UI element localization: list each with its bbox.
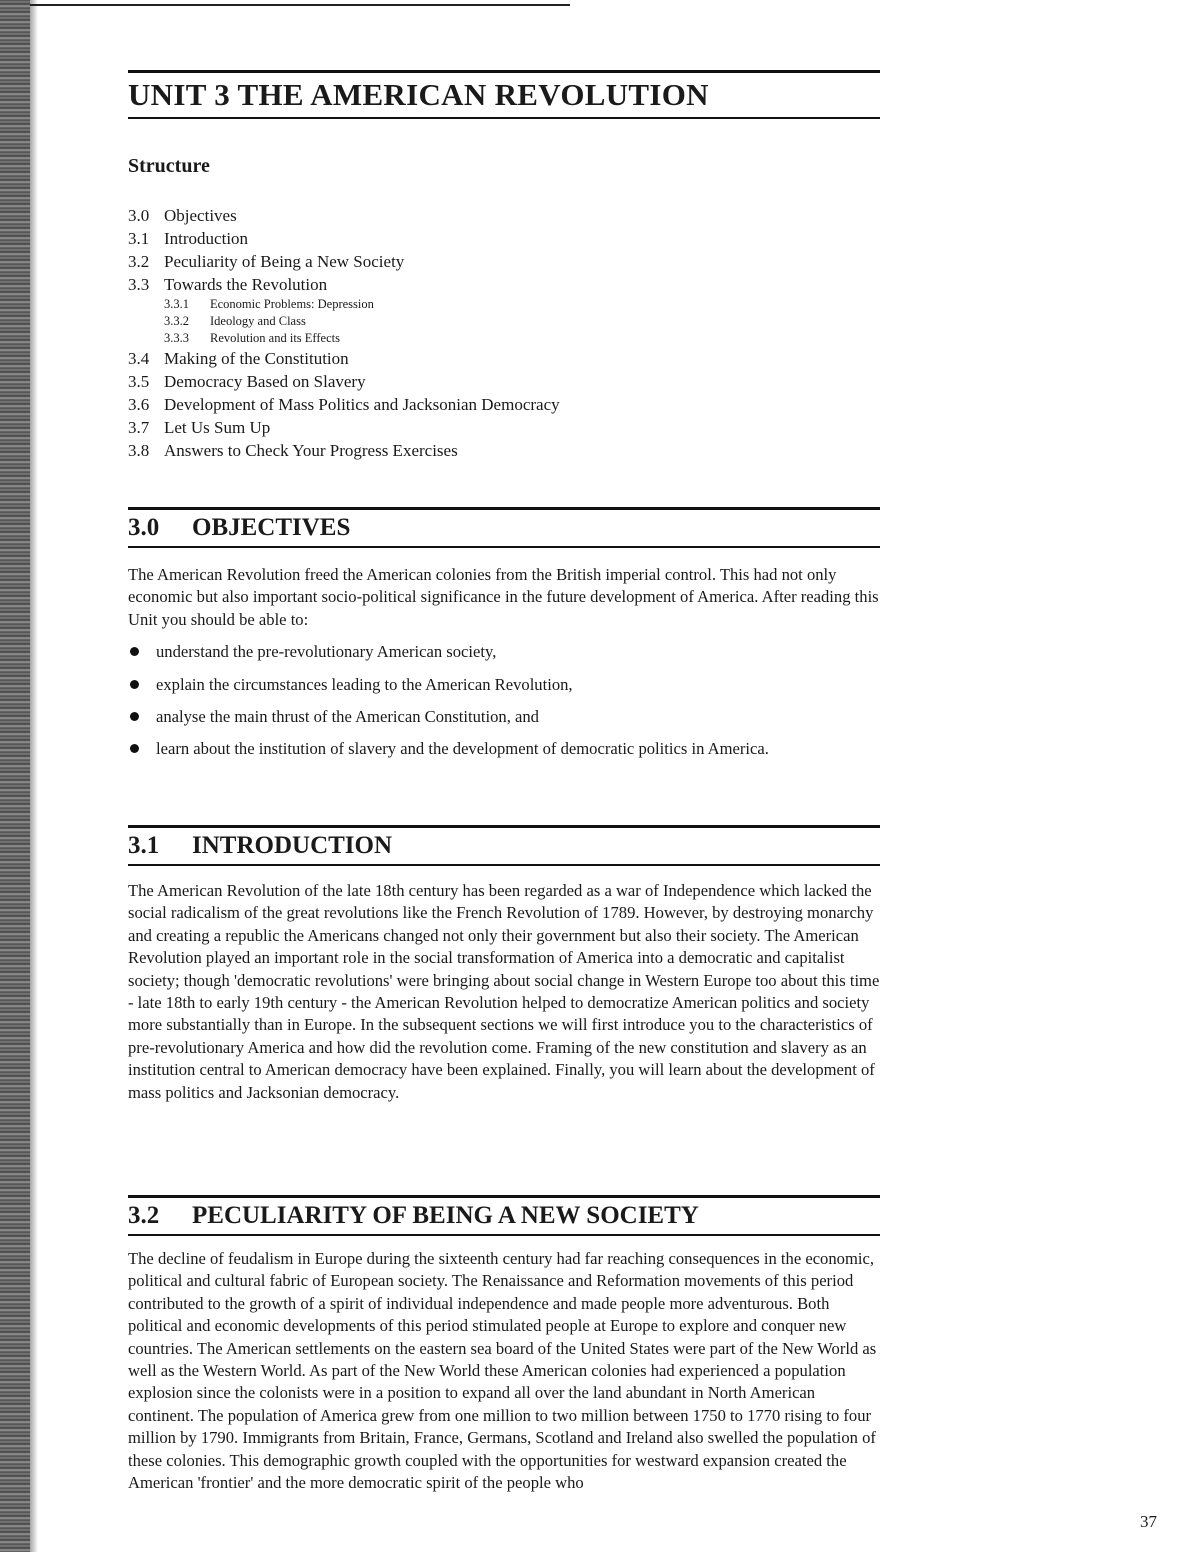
toc-item [128, 347, 560, 370]
toc-item-number: 3.0 [128, 206, 150, 225]
section-bottom-rule [128, 864, 880, 866]
toc-item-number: 3.4 [128, 349, 150, 368]
section-heading [128, 828, 880, 864]
section-number: 3.1 [128, 832, 160, 859]
toc-item-label: Answers to Check Your Progress Exercises [164, 441, 458, 460]
objective-item [128, 641, 880, 663]
toc-subitem [128, 313, 560, 330]
objective-text: analyse the main thrust of the American Constitution, and [156, 707, 539, 727]
toc-subitem [128, 296, 560, 313]
section-heading [128, 510, 880, 546]
toc-item-number: 3.1 [128, 229, 150, 248]
toc-subitem-number: 3.3.1 [164, 297, 189, 311]
section-number: 3.0 [128, 514, 160, 541]
objective-item [128, 738, 880, 760]
toc-item-number: 3.5 [128, 372, 150, 391]
toc-subitem-label: Revolution and its Effects [210, 331, 340, 345]
section-introduction [128, 825, 880, 1104]
toc-item-number: 3.6 [128, 395, 150, 414]
section-number: 3.2 [128, 1202, 160, 1229]
objective-item [128, 674, 880, 696]
section-bottom-rule [128, 546, 880, 548]
objectives-intro: The American Revolution freed the American colonies from the British imperial control. This had not only economic but also important socio-political significance in the future development of America. After reading this Unit you should be able to: [128, 565, 879, 629]
toc-item-number: 3.3 [128, 275, 150, 294]
toc-subitem-label: Economic Problems: Depression [210, 297, 374, 311]
section-heading [128, 1198, 880, 1234]
toc-item-label: Peculiarity of Being a New Society [164, 252, 405, 271]
section-title: OBJECTIVES [192, 514, 351, 541]
section-title: INTRODUCTION [192, 832, 393, 859]
unit-title: UNIT 3 THE AMERICAN REVOLUTION [128, 77, 709, 112]
toc-item-label: Let Us Sum Up [164, 418, 271, 437]
toc-item-label: Towards the Revolution [164, 275, 328, 294]
objective-text: learn about the institution of slavery and the development of democratic politics in America. [156, 739, 769, 759]
section-peculiarity [128, 1195, 880, 1494]
objective-item [128, 706, 880, 728]
toc-item [128, 273, 560, 296]
peculiarity-text: The decline of feudalism in Europe during the sixteenth century had far reaching consequences in the economic, political and cultural fabric of European society. The Renaissance and Reformation movements of this period contributed to the growth of a spirit of individual independence and made people more adventurous. Both political and economic developments of this period stimulated people at Europe to explore and conquer new countries. The American settlements on the eastern sea board of the United States were part of the New World as well as the Western World. As part of the New World these American colonies had experienced a population explosion since the colonists were in a position to expand all over the land abundant in North American continent. The population of America grew from one million to two million between 1750 to 1770 rising to four million by 1790. Immigrants from Britain, France, Germans, Scotland and Ireland also swelled the population of these colonies. This demographic growth coupled with the opportunities for westward expansion created the American 'frontier' and the more democratic spirit of the people who [128, 1249, 877, 1493]
toc-item-label: Democracy Based on Slavery [164, 372, 366, 391]
toc-item [128, 439, 560, 462]
page-number: 37 [1140, 1512, 1157, 1531]
toc-item-number: 3.8 [128, 441, 150, 460]
structure-toc [128, 204, 560, 462]
section-bottom-rule [128, 1234, 880, 1236]
toc-subitem-number: 3.3.2 [164, 314, 189, 328]
toc-subitem [128, 330, 560, 347]
toc-item [128, 416, 560, 439]
toc-subitem-label: Ideology and Class [210, 314, 306, 328]
objectives-list [128, 641, 880, 761]
bullet-icon [130, 680, 139, 689]
toc-item [128, 370, 560, 393]
introduction-text: The American Revolution of the late 18th century has been regarded as a war of Independence which lacked the social radicalism of the great revolutions like the French Revolution of 1789. However, by destroying monarchy and creating a republic the Americans changed not only their government but also their society. The American Revolution played an important role in the social transformation of America into a democratic and capitalist society; though 'democratic revolutions' were bringing about social change in Western Europe too about this time - late 18th to early 19th century - the American Revolution helped to democratize American politics and society more substantially than in Europe. In the subsequent sections we will first introduce you to the characteristics of pre-revolutionary America and how did the revolution come. Framing of the new constitution and slavery as an institution central to American democracy have been explained. Finally, you will learn about the development of mass politics and Jacksonian democracy. [128, 881, 880, 1102]
toc-item-label: Development of Mass Politics and Jacksonian Democracy [164, 395, 560, 414]
scan-binding-shadow [30, 0, 38, 1552]
toc-item-label: Objectives [164, 206, 237, 225]
objective-text: understand the pre-revolutionary American society, [156, 642, 497, 662]
objective-text: explain the circumstances leading to the American Revolution, [156, 674, 573, 694]
section-objectives [128, 507, 880, 761]
unit-title-block [128, 70, 880, 119]
bullet-icon [130, 744, 139, 753]
toc-item [128, 204, 560, 227]
bullet-icon [130, 647, 139, 656]
toc-item-label: Introduction [164, 229, 249, 248]
toc-item [128, 250, 560, 273]
toc-item-number: 3.2 [128, 252, 150, 271]
toc-item [128, 227, 560, 250]
scan-top-rule [30, 4, 570, 6]
structure-heading: Structure [128, 155, 210, 177]
toc-item-label: Making of the Constitution [164, 349, 349, 368]
section-title: PECULIARITY OF BEING A NEW SOCIETY [192, 1202, 699, 1229]
toc-item [128, 393, 560, 416]
unit-title-bottom-rule [128, 117, 880, 119]
bullet-icon [130, 712, 139, 721]
scan-binding-edge [0, 0, 30, 1552]
toc-item-number: 3.7 [128, 418, 150, 437]
toc-subitem-number: 3.3.3 [164, 331, 189, 345]
